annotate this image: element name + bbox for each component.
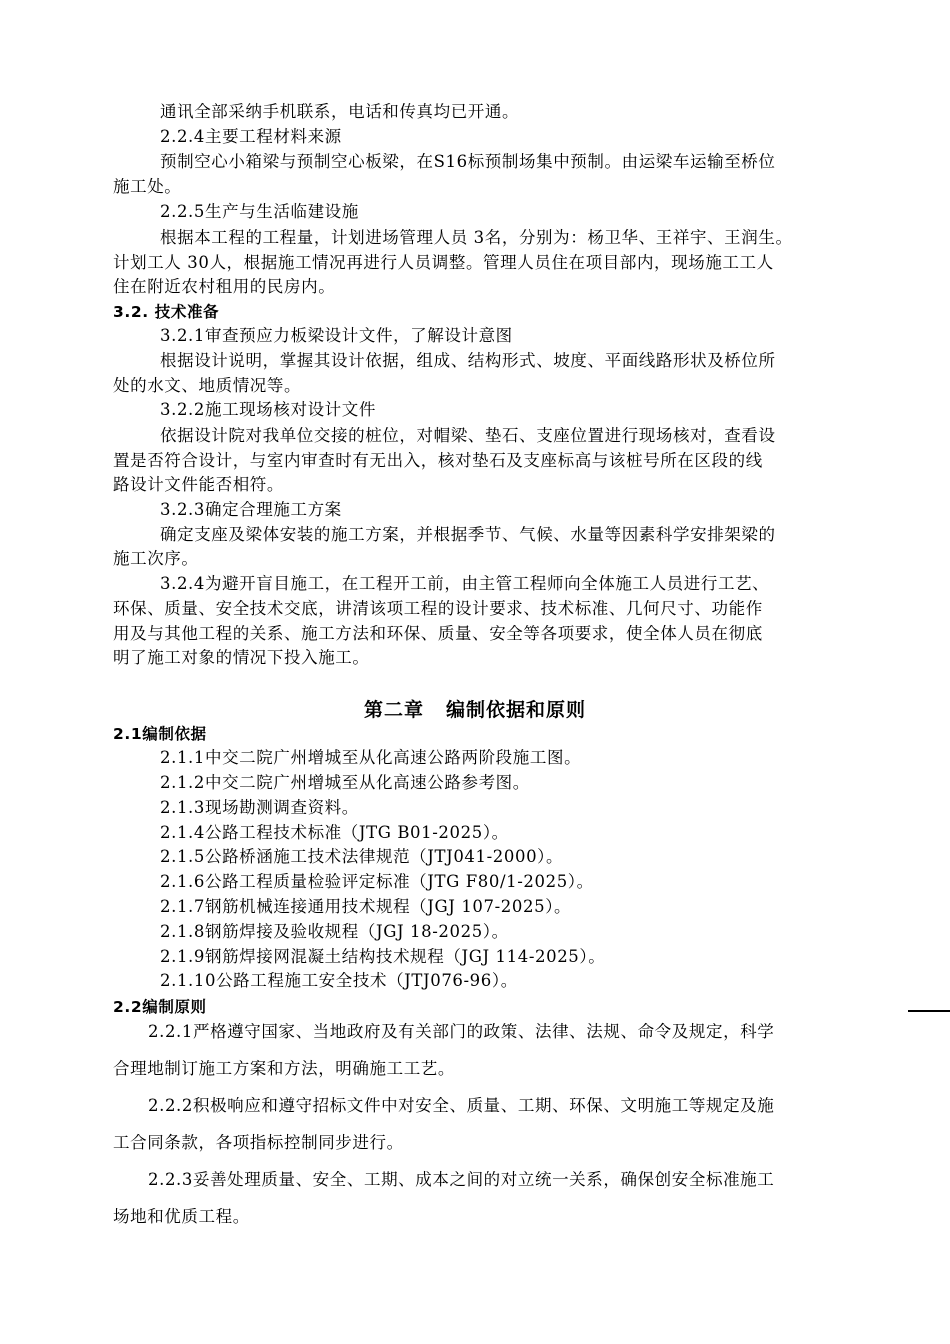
paragraph-line: 2.2.2积极响应和遵守招标文件中对安全、质量、工期、环保、文明施工等规定及施 [148,1096,775,1115]
paragraph-line: 依据设计院对我单位交接的桩位，对帽梁、垫石、支座位置进行现场核对，查看设 [160,426,776,445]
paragraph-line: 置是否符合设计，与室内审查时有无出入，核对垫石及支座标高与该桩号所在区段的线 [113,451,763,470]
list-item: 2.1.1中交二院广州增城至从化高速公路两阶段施工图。 [160,748,582,767]
paragraph-line: 3.2.4为避开盲目施工，在工程开工前，由主管工程师向全体施工人员进行工艺、 [160,574,770,593]
list-item: 2.1.3现场勘测调查资料。 [160,798,359,817]
list-item: 2.1.8钢筋焊接及验收规程（JGJ 18-2025）。 [160,922,509,941]
list-item: 2.1.2中交二院广州增城至从化高速公路参考图。 [160,773,530,792]
margin-rule [908,1010,950,1012]
paragraph-line: 计划工人 30人，根据施工情况再进行人员调整。管理人员住在项目部内，现场施工工人 [113,253,774,272]
paragraph-line: 预制空心小箱梁与预制空心板梁，在S16标预制场集中预制。由运梁车运输至桥位 [160,152,776,171]
list-item: 2.1.9钢筋焊接网混凝土结构技术规程（JGJ 114-2025）。 [160,947,606,966]
list-item: 2.1.7钢筋机械连接通用技术规程（JGJ 107-2025）。 [160,897,572,916]
paragraph-line: 处的水文、地质情况等。 [113,376,302,395]
paragraph-line: 用及与其他工程的关系、施工方法和环保、质量、安全等各项要求，使全体人员在彻底 [113,624,763,643]
list-item: 2.1.4公路工程技术标准（JTG B01-2025）。 [160,823,509,842]
paragraph-line: 施工次序。 [113,549,199,568]
paragraph-line: 明了施工对象的情况下投入施工。 [113,648,370,667]
chapter-number: 第二章 [363,699,424,721]
paragraph-line: 工合同条款，各项指标控制同步进行。 [113,1133,404,1152]
list-item: 2.1.5公路桥涵施工技术法律规范（JTJ041-2000）。 [160,847,564,866]
paragraph-line: 施工处。 [113,177,182,196]
subsection-heading: 2.2.4主要工程材料来源 [160,127,342,146]
paragraph-line: 2.2.1严格遵守国家、当地政府及有关部门的政策、法律、法规、命令及规定，科学 [148,1022,775,1041]
paragraph-line: 场地和优质工程。 [113,1207,250,1226]
list-item: 2.1.10公路工程施工安全技术（JTJ076-96）。 [160,971,518,990]
paragraph-line: 根据本工程的工程量，计划进场管理人员 3名，分别为：杨卫华、王祥宇、王润生。 [160,228,793,247]
paragraph-line: 通讯全部采纳手机联系，电话和传真均已开通。 [160,102,520,121]
chapter-title [0,696,950,724]
list-item: 2.1.6公路工程质量检验评定标准（JTG F80/1-2025）。 [160,872,594,891]
basis-heading: 2.1编制依据 [113,725,207,743]
paragraph-line: 合理地制订施工方案和方法，明确施工工艺。 [113,1059,455,1078]
subsection-heading: 3.2.3确定合理施工方案 [160,500,342,519]
paragraph-line: 路设计文件能否相符。 [113,475,284,494]
paragraph-line: 根据设计说明，掌握其设计依据，组成、结构形式、坡度、平面线路形状及桥位所 [160,351,776,370]
subsection-heading: 3.2.2施工现场核对设计文件 [160,400,376,419]
subsection-heading: 2.2.5生产与生活临建设施 [160,202,359,221]
paragraph-line: 2.2.3妥善处理质量、安全、工期、成本之间的对立统一关系，确保创安全标准施工 [148,1170,775,1189]
paragraph-line: 环保、质量、安全技术交底，讲清该项工程的设计要求、技术标准、几何尺寸、功能作 [113,599,763,618]
section-heading: 3.2. 技术准备 [113,303,220,321]
chapter-name: 编制依据和原则 [446,699,587,721]
principles-heading: 2.2编制原则 [113,998,207,1016]
subsection-heading: 3.2.1审查预应力板梁设计文件，了解设计意图 [160,326,513,345]
paragraph-line: 确定支座及梁体安装的施工方案，并根据季节、气候、水量等因素科学安排架梁的 [160,525,776,544]
paragraph-line: 住在附近农村租用的民房内。 [113,277,336,296]
